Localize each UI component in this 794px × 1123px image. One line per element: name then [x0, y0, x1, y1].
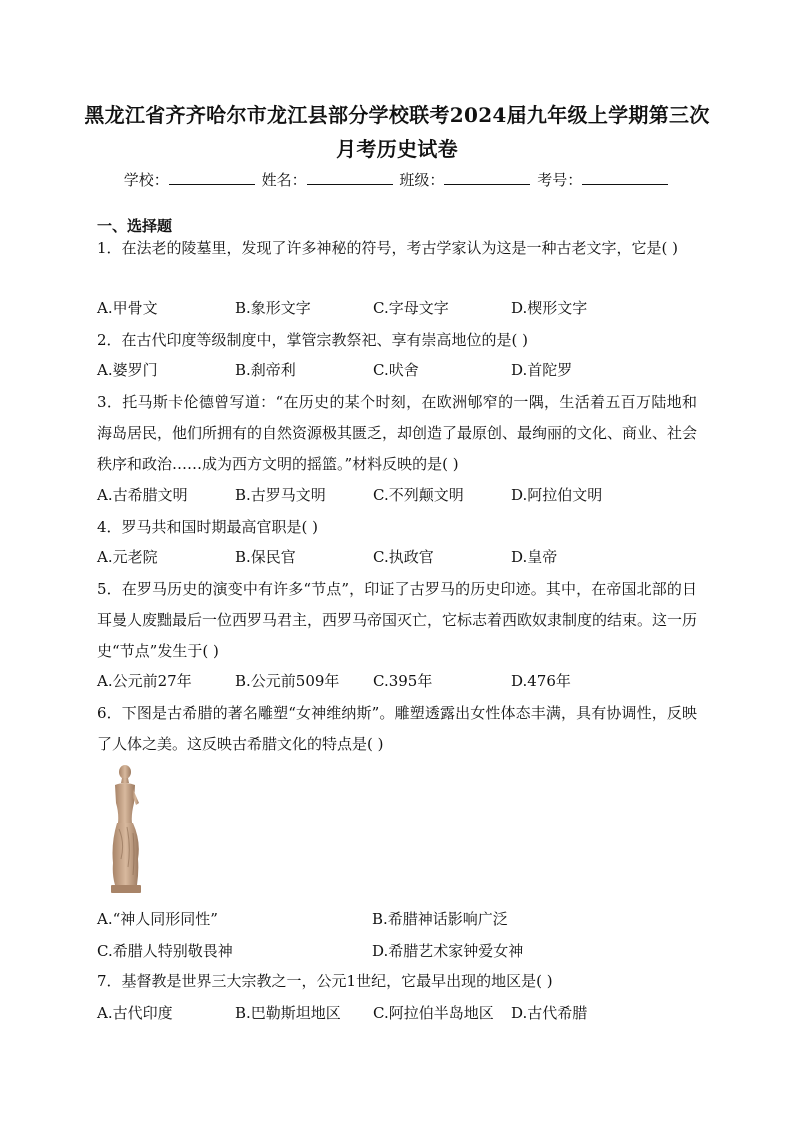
name-blank[interactable]	[307, 170, 393, 185]
option-a[interactable]: A.古代印度	[97, 1004, 173, 1022]
venus-statue-image	[97, 763, 153, 895]
option-c[interactable]: C.吠舍	[373, 361, 419, 379]
number-blank[interactable]	[582, 170, 668, 185]
question-6-options-row-2	[97, 940, 717, 964]
option-a[interactable]: A.“神人同形同性”	[97, 910, 218, 928]
school-blank[interactable]	[169, 170, 255, 185]
option-c[interactable]: C.阿拉伯半岛地区	[373, 1004, 494, 1022]
question-2-options	[97, 359, 717, 383]
question-4-stem: 4．罗马共和国时期最高官职是( )	[97, 518, 319, 536]
option-d[interactable]: D.楔形文字	[511, 299, 588, 317]
question-7-options	[97, 1002, 717, 1026]
title-line-2: 月考历史试卷	[336, 137, 458, 161]
name-label: 姓名：	[261, 171, 307, 189]
option-b[interactable]: B.刹帝利	[235, 361, 296, 379]
question-1-stem: 1．在法老的陵墓里，发现了许多神秘的符号，考古学家认为这是一种古老文字，它是( )	[97, 239, 679, 257]
student-info-row	[0, 170, 794, 190]
class-label: 班级：	[399, 171, 445, 189]
option-c[interactable]: C.执政官	[373, 548, 434, 566]
option-a[interactable]: A.元老院	[97, 548, 158, 566]
number-label: 考号：	[537, 171, 583, 189]
option-c[interactable]: C.395年	[373, 672, 433, 690]
question-4-options	[97, 546, 717, 570]
option-d[interactable]: D.皇帝	[511, 548, 558, 566]
question-5-options	[97, 670, 717, 694]
question-5-stem: 5．在罗马历史的演变中有许多“节点”，印证了古罗马的历史印迹。其中，在帝国北部的日耳曼人废黜最后一位西罗马君主，西罗马帝国灭亡，它标志着西欧奴隶制度的结束。这一历史“节点”发生于( )	[97, 580, 698, 660]
option-a[interactable]: A.古希腊文明	[97, 486, 188, 504]
class-blank[interactable]	[444, 170, 530, 185]
option-d[interactable]: D.希腊艺术家钟爱女神	[372, 942, 524, 960]
option-d[interactable]: D.首陀罗	[511, 361, 573, 379]
question-2-stem: 2．在古代印度等级制度中，掌管宗教祭祀、享有崇高地位的是( )	[97, 331, 529, 349]
question-1-options	[97, 297, 717, 321]
question-3-stem: 3．托马斯卡伦德曾写道：“在历史的某个时刻，在欧洲郇窄的一隅，生活着五百万陆地和海岛居民，他们所拥有的自然资源极其匮乏，却创造了最原创、最绚丽的文化、商业、社会秩序和政治……成为西方文明的摇篮。”材料反映的是( )	[97, 393, 698, 473]
exam-title	[80, 98, 714, 166]
option-b[interactable]: B.保民官	[235, 548, 296, 566]
option-c[interactable]: C.不列颠文明	[373, 486, 464, 504]
title-line-1: 黑龙江省齐齐哈尔市龙江县部分学校联考2024届九年级上学期第三次	[84, 103, 710, 127]
option-b[interactable]: B.巴勒斯坦地区	[235, 1004, 341, 1022]
option-a[interactable]: A.婆罗门	[97, 361, 158, 379]
question-3-options	[97, 484, 717, 508]
option-b[interactable]: B.希腊神话影响广泛	[372, 910, 508, 928]
school-label: 学校：	[123, 171, 169, 189]
option-c[interactable]: C.希腊人特别敬畏神	[97, 942, 233, 960]
option-b[interactable]: B.象形文字	[235, 299, 311, 317]
question-6-options	[97, 908, 717, 932]
question-6-stem: 6．下图是古希腊的著名雕塑“女神维纳斯”。雕塑透露出女性体态丰满，具有协调性，反映了人体之美。这反映古希腊文化的特点是( )	[97, 704, 697, 753]
question-7-stem: 7．基督教是世界三大宗教之一，公元1世纪，它最早出现的地区是( )	[97, 972, 553, 990]
option-a[interactable]: A.甲骨文	[97, 299, 158, 317]
option-d[interactable]: D.阿拉伯文明	[511, 486, 603, 504]
option-b[interactable]: B.公元前509年	[235, 672, 340, 690]
option-d[interactable]: D.476年	[511, 672, 571, 690]
option-b[interactable]: B.古罗马文明	[235, 486, 326, 504]
option-c[interactable]: C.字母文字	[373, 299, 449, 317]
section-title: 一、选择题	[97, 217, 173, 235]
option-d[interactable]: D.古代希腊	[511, 1004, 588, 1022]
option-a[interactable]: A.公元前27年	[97, 672, 192, 690]
